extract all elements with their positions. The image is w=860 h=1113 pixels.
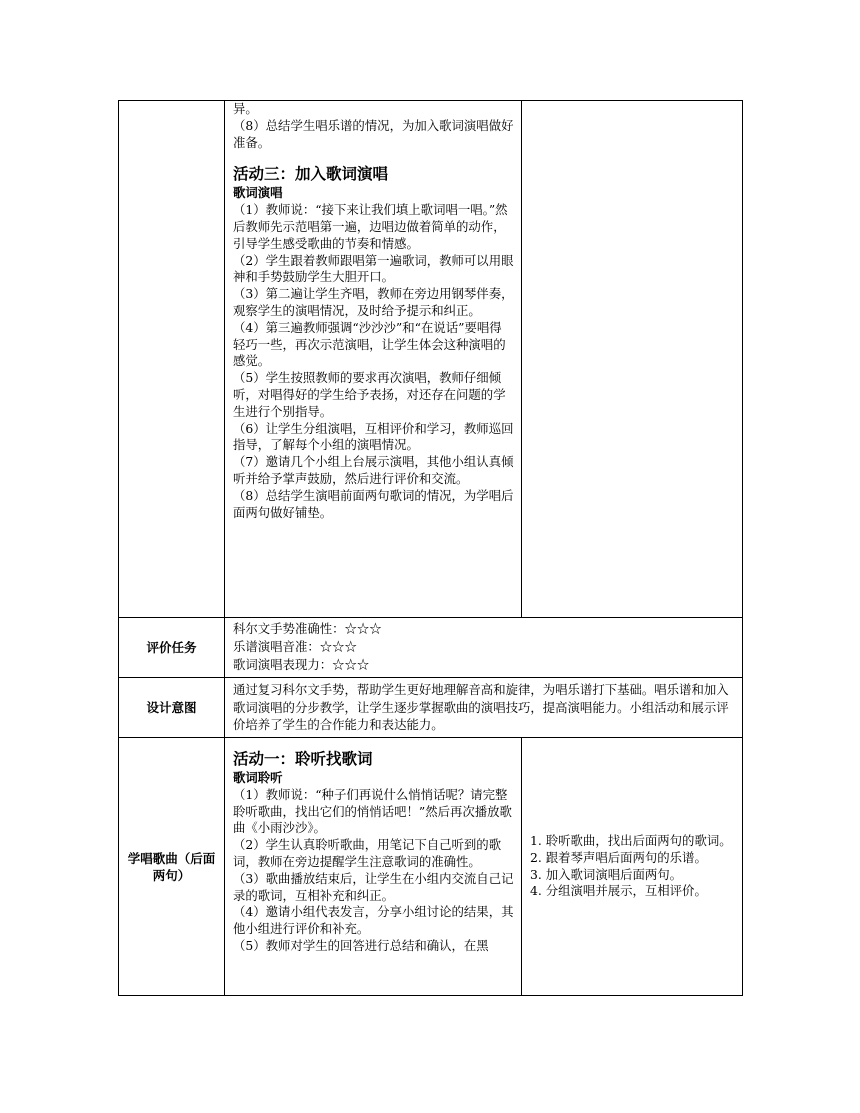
steps-list — [233, 787, 514, 955]
table-row — [119, 678, 743, 738]
subheading: 歌词演唱 — [233, 185, 283, 201]
eval-cell — [225, 618, 743, 678]
steps-list — [233, 202, 514, 521]
step-item: （5）学生按照教师的要求再次演唱，教师仔细倾听，对唱得好的学生给予表扬，对还存在问题的学生进行个别指导。 — [233, 370, 506, 419]
step-item: （5）教师对学生的回答进行总结和确认，在黑 — [233, 937, 489, 953]
step-item: （3）第二遍让学生齐唱，教师在旁边用钢琴伴奏，观察学生的演唱情况，及时给予提示和纠正。 — [233, 286, 514, 318]
step-item: （1）教师说：“种子们再说什么悄悄话呢？请完整聆听歌曲，找出它们的悄悄话吧！”然后再次播放歌曲《小雨沙沙》。 — [233, 786, 512, 836]
step-item: （1）教师说：“接下来让我们填上歌词唱一唱。”然后教师先示范唱第一遍，边唱边做着简单的动作，引导学生感受歌曲的节奏和情感。 — [233, 202, 508, 251]
subheading: 歌词聆听 — [233, 770, 283, 785]
lesson-plan-table — [118, 100, 743, 996]
design-label: 设计意图 — [119, 678, 225, 738]
table-row — [119, 738, 743, 996]
step-item: （8）总结学生演唱前面两句歌词的情况，为学唱后面两句做好铺垫。 — [233, 487, 514, 520]
empty-label-cell — [119, 101, 225, 618]
eval-item: 乐谱演唱音准：☆☆☆ — [233, 639, 357, 654]
step-item: （2）学生认真聆听歌曲，用笔记下自己听到的歌词，教师在旁边提醒学生注意歌词的准确性。 — [233, 837, 502, 869]
task-list — [530, 833, 734, 900]
empty-task-cell — [522, 101, 743, 618]
table-row — [119, 101, 743, 618]
step-item: （4）邀请小组代表发言，分享小组讨论的结果，其他小组进行评价和补充。 — [233, 904, 514, 937]
eval-label: 评价任务 — [119, 618, 225, 678]
task-cell — [522, 738, 743, 996]
activity-cell — [225, 101, 522, 618]
task-item: 2. 跟着琴声唱后面两句的乐谱。 — [530, 849, 707, 865]
step-item: （6）让学生分组演唱，互相评价和学习，教师巡回指导，了解每个小组的演唱情况。 — [233, 420, 514, 453]
step-item: （7）邀请几个小组上台展示演唱，其他小组认真倾听并给予掌声鼓励，然后进行评价和交流。 — [233, 454, 514, 486]
section-label: 学唱歌曲（后面两句） — [119, 738, 225, 996]
design-text: 通过复习科尔文手势，帮助学生更好地理解音高和旋律，为唱乐谱打下基础。唱乐谱和加入歌词演唱的分步教学，让学生逐步掌握歌曲的演唱技巧，提高演唱能力。小组活动和展示评价培养了学生的合作能力和表达能力。 — [225, 678, 743, 738]
table-row — [119, 618, 743, 678]
text-line: 异。 — [233, 101, 258, 116]
task-item: 3. 加入歌词演唱后面两句。 — [530, 866, 683, 882]
step-item: （2）学生跟着教师跟唱第一遍歌词，教师可以用眼神和手势鼓励学生大胆开口。 — [233, 252, 514, 285]
text-line: （8）总结学生唱乐谱的情况，为加入歌词演唱做好准备。 — [233, 117, 514, 150]
activity-title: 活动三：加入歌词演唱 — [233, 165, 389, 184]
step-item: （4）第三遍教师强调“沙沙沙”和“在说话”要唱得轻巧一些，再次示范演唱，让学生体会这种演唱的感觉。 — [233, 319, 506, 369]
activity-title: 活动一：聆听找歌词 — [233, 750, 373, 768]
activity-cell — [225, 738, 522, 996]
eval-item: 歌词演唱表现力：☆☆☆ — [233, 657, 370, 672]
step-item: （3）歌曲播放结束后，让学生在小组内交流自己记录的歌词，互相补充和纠正。 — [233, 870, 514, 903]
task-item: 1. 聆听歌曲，找出后面两句的歌词。 — [530, 832, 732, 848]
eval-item: 科尔文手势准确性：☆☆☆ — [233, 621, 382, 636]
task-item: 4. 分组演唱并展示，互相评价。 — [530, 883, 707, 899]
